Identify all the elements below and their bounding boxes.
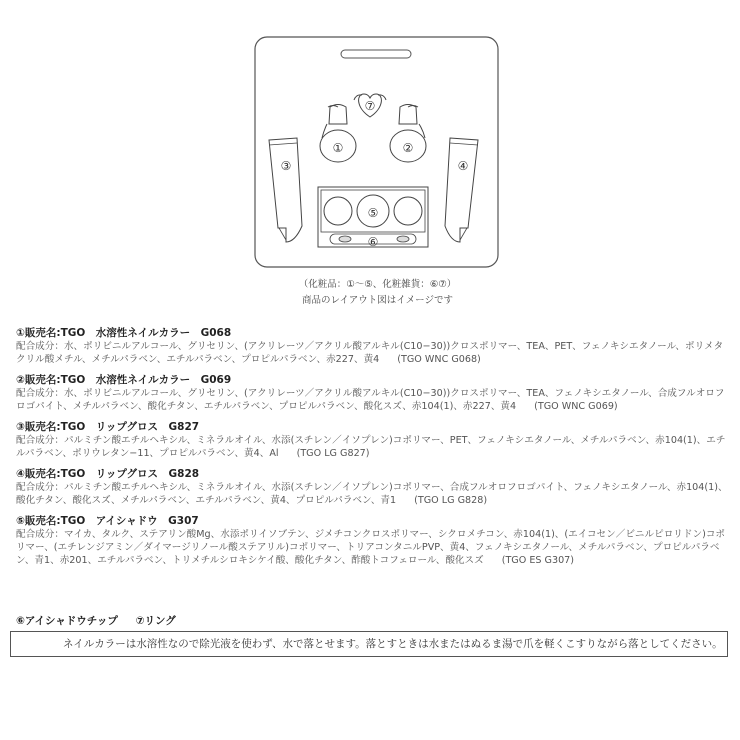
label-2: ② <box>402 141 414 155</box>
product-code: (TGO LG G828) <box>414 495 488 506</box>
product-heading: ④販売名:TGO リップグロス G828 <box>16 468 200 480</box>
product-heading: ⑤販売名:TGO アイシャドウ G307 <box>16 515 199 527</box>
product-code: (TGO LG G827) <box>296 448 370 459</box>
hang-hole <box>341 50 411 58</box>
ingredients-text <box>16 528 728 567</box>
label-5: ⑤ <box>367 206 379 220</box>
ingredients-text <box>16 340 728 366</box>
product-entry <box>16 326 728 366</box>
ingredients-list: 配合成分：パルミチン酸エチルヘキシル、ミネラルオイル、水添(スチレン／イソプレン)コポリマー、合成フルオロフロゴパイト、フェノキシエタノール、赤104(1)、酸化チタン、酸化スズ、メチルパラベン、エチルパラベン、黄4、プロピルパラベン、青1 <box>16 482 728 506</box>
nail-polish-bottle-2 <box>390 105 426 163</box>
product-list <box>16 326 728 574</box>
nail-color-notice: ネイルカラーは水溶性なので除光液を使わず、水で落とせます。落とすときは水またはぬるま湯で爪を軽くこすりながら落としてください。 <box>10 631 728 657</box>
product-heading: ③販売名:TGO リップグロス G827 <box>16 421 200 433</box>
ingredients-list: 配合成分：マイカ、タルク、ステアリン酸Mg、水添ポリイソブテン、ジメチコンクロスポリマー、シクロメチコン、赤104(1)、(エイコセン／ビニルピロリドン)コポリマー、(エチレンジアミン／ダイマージリノール酸ステアリル)コポリマー、トリアコンタニルPVP、黄4、フェノキシエタノール、メチルパラベン、プロピルパラベン、青1、赤201、エチルパラベン、トリメチルシロキシケイ酸、酸化チタン、酢酸トコフェロール、酸化スズ <box>16 529 726 566</box>
product-entry <box>16 373 728 413</box>
accessory-ring: ⑦リング <box>135 615 176 627</box>
product-code: (TGO WNC G068) <box>397 354 481 365</box>
ring-item <box>354 94 386 117</box>
lip-gloss-tube-4 <box>445 138 478 242</box>
ingredients-text <box>16 434 728 460</box>
product-entry <box>16 514 728 567</box>
product-code: (TGO WNC G069) <box>534 401 618 412</box>
label-4: ④ <box>457 159 469 173</box>
accessories-line <box>16 613 190 628</box>
accessory-eyeshadow-tip: ⑥アイシャドウチップ <box>16 615 118 627</box>
ingredients-list: 配合成分：パルミチン酸エチルヘキシル、ミネラルオイル、水添(スチレン／イソプレン)コポリマー、PET、フェノキシエタノール、メチルパラベン、赤104(1)、エチルパラベン、ポリウレタン−11、プロピルパラベン、黄4、Al <box>16 435 726 459</box>
label-6: ⑥ <box>367 235 379 249</box>
label-1: ① <box>332 141 344 155</box>
label-3: ③ <box>280 159 292 173</box>
nail-polish-bottle-1 <box>320 105 356 163</box>
ingredients-list: 配合成分：水、ポリビニルアルコール、グリセリン、(アクリレーツ／アクリル酸アルキル(C10−30))クロスポリマー、TEA、PET、フェノキシエタノール、ポリメタクリル酸メチル、メチルパラベン、エチルパラベン、プロピルパラベン、赤227、黄4 <box>16 341 724 365</box>
product-code: (TGO ES G307) <box>501 555 575 566</box>
product-heading: ①販売名:TGO 水溶性ネイルカラー G068 <box>16 327 232 339</box>
product-entry <box>16 467 728 507</box>
ingredients-list: 配合成分：水、ポリビニルアルコール、グリセリン、(アクリレーツ／アクリル酸アルキル(C10−30))クロスポリマー、TEA、フェノキシエタノール、合成フルオロフロゴパイト、メチルパラベン、酸化チタン、エチルパラベン、プロピルパラベン、酸化スズ、赤104(1)、赤227、黄4 <box>16 388 725 412</box>
product-entry <box>16 420 728 460</box>
layout-caption-line-1: （化粧品：①〜⑤、化粧雑貨：⑥⑦） <box>298 279 457 290</box>
layout-caption-line-2: 商品のレイアウト図はイメージです <box>302 295 453 306</box>
package-layout-diagram <box>0 0 740 300</box>
ingredients-text <box>16 481 728 507</box>
label-7: ⑦ <box>364 99 376 113</box>
lip-gloss-tube-3 <box>269 138 302 242</box>
ingredients-text <box>16 387 728 413</box>
product-heading: ②販売名:TGO 水溶性ネイルカラー G069 <box>16 374 232 386</box>
